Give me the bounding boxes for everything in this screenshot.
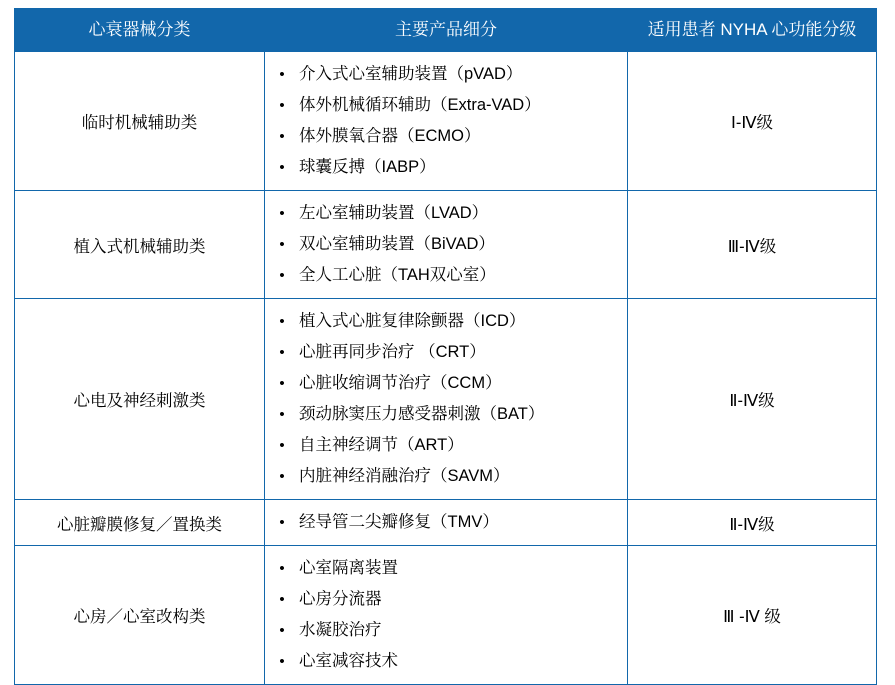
cell-products <box>265 191 628 299</box>
product-list <box>265 59 627 183</box>
bullet-icon: • <box>279 267 285 284</box>
list-item <box>265 152 627 183</box>
bullet-icon: • <box>279 375 285 392</box>
cell-nyha-grade: Ⅱ‐Ⅳ级 <box>628 299 877 500</box>
table-row <box>15 546 877 685</box>
cell-products <box>265 546 628 685</box>
list-item <box>265 337 627 368</box>
product-list <box>265 306 627 492</box>
list-item <box>265 584 627 615</box>
table-row <box>15 500 877 546</box>
cell-nyha-grade: Ⅲ ‐Ⅳ 级 <box>628 546 877 685</box>
bullet-icon: • <box>279 406 285 423</box>
list-item <box>265 646 627 677</box>
bullet-icon: • <box>279 591 285 608</box>
cell-category: 心电及神经刺激类 <box>15 299 265 500</box>
list-item-label: 体外机械循环辅助（Extra-VAD） <box>299 96 541 114</box>
list-item-label: 心房分流器 <box>299 590 382 608</box>
list-item <box>265 507 627 538</box>
list-item-label: 全人工心脏（TAH双心室） <box>299 266 496 284</box>
table-header <box>15 9 877 52</box>
list-item <box>265 260 627 291</box>
cell-category: 植入式机械辅助类 <box>15 191 265 299</box>
cell-nyha-grade: Ⅰ‐Ⅳ级 <box>628 52 877 191</box>
product-list <box>265 198 627 291</box>
bullet-icon: • <box>279 205 285 222</box>
cell-nyha-grade: Ⅱ‐Ⅳ级 <box>628 500 877 546</box>
bullet-icon: • <box>279 66 285 83</box>
bullet-icon: • <box>279 159 285 176</box>
list-item-label: 经导管二尖瓣修复（TMV） <box>299 513 499 531</box>
cell-category: 心脏瓣膜修复／置换类 <box>15 500 265 546</box>
cell-nyha-grade: Ⅲ‐Ⅳ级 <box>628 191 877 299</box>
bullet-icon: • <box>279 313 285 330</box>
column-header-products: 主要产品细分 <box>265 9 628 52</box>
list-item-label: 自主神经调节（ART） <box>299 436 464 454</box>
bullet-icon: • <box>279 514 285 531</box>
list-item-label: 介入式心室辅助装置（pVAD） <box>299 65 523 83</box>
product-list <box>265 553 627 677</box>
list-item <box>265 399 627 430</box>
list-item <box>265 306 627 337</box>
list-item <box>265 90 627 121</box>
column-header-category: 心衰器械分类 <box>15 9 265 52</box>
cell-products <box>265 299 628 500</box>
list-item-label: 心脏再同步治疗 （CRT） <box>299 343 486 361</box>
bullet-icon: • <box>279 97 285 114</box>
list-item-label: 内脏神经消融治疗（SAVM） <box>299 467 510 485</box>
list-item <box>265 461 627 492</box>
bullet-icon: • <box>279 468 285 485</box>
table-header-row <box>15 9 877 52</box>
cell-products <box>265 52 628 191</box>
document-page <box>0 8 895 670</box>
product-list <box>265 507 627 538</box>
list-item-label: 球囊反搏（IABP） <box>299 158 436 176</box>
list-item-label: 心室隔离装置 <box>299 559 398 577</box>
list-item-label: 双心室辅助装置（BiVAD） <box>299 235 495 253</box>
cell-category: 临时机械辅助类 <box>15 52 265 191</box>
list-item-label: 水凝胶治疗 <box>299 621 382 639</box>
bullet-icon: • <box>279 236 285 253</box>
list-item <box>265 198 627 229</box>
list-item <box>265 430 627 461</box>
bullet-icon: • <box>279 622 285 639</box>
list-item <box>265 229 627 260</box>
table-row <box>15 52 877 191</box>
list-item-label: 植入式心脏复律除颤器（ICD） <box>299 312 526 330</box>
list-item <box>265 121 627 152</box>
table-row <box>15 191 877 299</box>
list-item-label: 颈动脉窦压力感受器刺激（BAT） <box>299 405 545 423</box>
list-item-label: 心室减容技术 <box>299 652 398 670</box>
list-item-label: 体外膜氧合器（ECMO） <box>299 127 481 145</box>
list-item-label: 心脏收缩调节治疗（CCM） <box>299 374 502 392</box>
list-item <box>265 368 627 399</box>
list-item-label: 左心室辅助装置（LVAD） <box>299 204 489 222</box>
bullet-icon: • <box>279 128 285 145</box>
bullet-icon: • <box>279 344 285 361</box>
cell-category: 心房／心室改构类 <box>15 546 265 685</box>
heart-failure-device-table <box>14 8 877 685</box>
cell-products <box>265 500 628 546</box>
bullet-icon: • <box>279 653 285 670</box>
bullet-icon: • <box>279 560 285 577</box>
list-item <box>265 59 627 90</box>
list-item <box>265 615 627 646</box>
list-item <box>265 553 627 584</box>
table-body <box>15 52 877 685</box>
bullet-icon: • <box>279 437 285 454</box>
column-header-nyha: 适用患者 NYHA 心功能分级 <box>628 9 877 52</box>
table-row <box>15 299 877 500</box>
